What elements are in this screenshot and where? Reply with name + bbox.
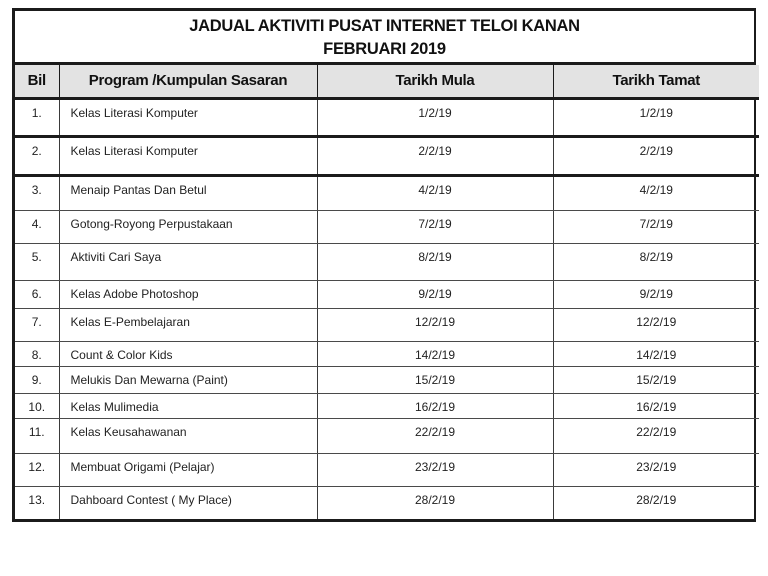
schedule-table [15,65,759,519]
table-row [15,453,759,486]
cell-tarikh-tamat: 16/2/19 [553,393,759,418]
cell-program: Kelas Keusahawanan [59,418,317,453]
cell-tarikh-tamat: 15/2/19 [553,366,759,393]
cell-tarikh-tamat: 7/2/19 [553,210,759,243]
cell-bil: 13. [15,486,59,519]
cell-program: Kelas Adobe Photoshop [59,280,317,308]
activity-schedule-table [12,8,756,522]
cell-bil: 6. [15,280,59,308]
cell-tarikh-mula: 1/2/19 [317,98,553,136]
cell-tarikh-tamat: 1/2/19 [553,98,759,136]
table-title-block [15,11,754,65]
cell-tarikh-tamat: 12/2/19 [553,308,759,341]
cell-tarikh-mula: 28/2/19 [317,486,553,519]
table-row [15,393,759,418]
cell-bil: 10. [15,393,59,418]
table-row [15,418,759,453]
cell-tarikh-tamat: 8/2/19 [553,243,759,280]
cell-tarikh-mula: 9/2/19 [317,280,553,308]
cell-bil: 11. [15,418,59,453]
table-row [15,280,759,308]
cell-program: Gotong-Royong Perpustakaan [59,210,317,243]
cell-program: Kelas Literasi Komputer [59,98,317,136]
table-row [15,243,759,280]
table-header [15,65,759,98]
cell-bil: 1. [15,98,59,136]
cell-bil: 8. [15,341,59,366]
table-subtitle: FEBRUARI 2019 [323,39,446,58]
column-header-tarikh-mula: Tarikh Mula [317,65,553,98]
cell-tarikh-mula: 22/2/19 [317,418,553,453]
cell-tarikh-tamat: 22/2/19 [553,418,759,453]
cell-tarikh-tamat: 9/2/19 [553,280,759,308]
table-row [15,366,759,393]
table-row [15,486,759,519]
cell-program: Kelas E-Pembelajaran [59,308,317,341]
cell-tarikh-tamat: 23/2/19 [553,453,759,486]
cell-program: Count & Color Kids [59,341,317,366]
cell-tarikh-mula: 15/2/19 [317,366,553,393]
cell-bil: 4. [15,210,59,243]
column-header-program: Program /Kumpulan Sasaran [59,65,317,98]
table-body [15,98,759,519]
cell-program: Membuat Origami (Pelajar) [59,453,317,486]
cell-bil: 9. [15,366,59,393]
cell-program: Melukis Dan Mewarna (Paint) [59,366,317,393]
table-row [15,341,759,366]
cell-tarikh-mula: 14/2/19 [317,341,553,366]
cell-bil: 12. [15,453,59,486]
cell-bil: 2. [15,136,59,175]
cell-tarikh-mula: 16/2/19 [317,393,553,418]
table-row [15,98,759,136]
cell-tarikh-tamat: 28/2/19 [636,492,677,507]
cell-tarikh-mula: 8/2/19 [317,243,553,280]
table-row [15,136,759,175]
cell-bil: 3. [15,175,59,210]
cell-tarikh-tamat: 4/2/19 [553,175,759,210]
cell-bil: 7. [15,308,59,341]
cell-program: Aktiviti Cari Saya [59,243,317,280]
cell-tarikh-mula: 4/2/19 [317,175,553,210]
table-row [15,308,759,341]
column-header-bil: Bil [15,65,59,98]
cell-bil: 5. [15,243,59,280]
cell-tarikh-mula: 7/2/19 [317,210,553,243]
cell-program: Menaip Pantas Dan Betul [59,175,317,210]
column-header-tarikh-tamat: Tarikh Tamat [553,65,759,98]
cell-program: Dahboard Contest ( My Place) [59,486,317,519]
cell-tarikh-mula: 12/2/19 [317,308,553,341]
cell-program: Kelas Mulimedia [59,393,317,418]
header-row [15,65,759,98]
cell-tarikh-tamat: 14/2/19 [553,341,759,366]
cell-tarikh-mula: 23/2/19 [317,453,553,486]
table-row [15,175,759,210]
table-title: JADUAL AKTIVITI PUSAT INTERNET TELOI KANAN [189,17,580,36]
table-row [15,210,759,243]
cell-tarikh-tamat: 2/2/19 [553,136,759,175]
cell-program: Kelas Literasi Komputer [59,136,317,175]
cell-tarikh-mula: 2/2/19 [317,136,553,175]
